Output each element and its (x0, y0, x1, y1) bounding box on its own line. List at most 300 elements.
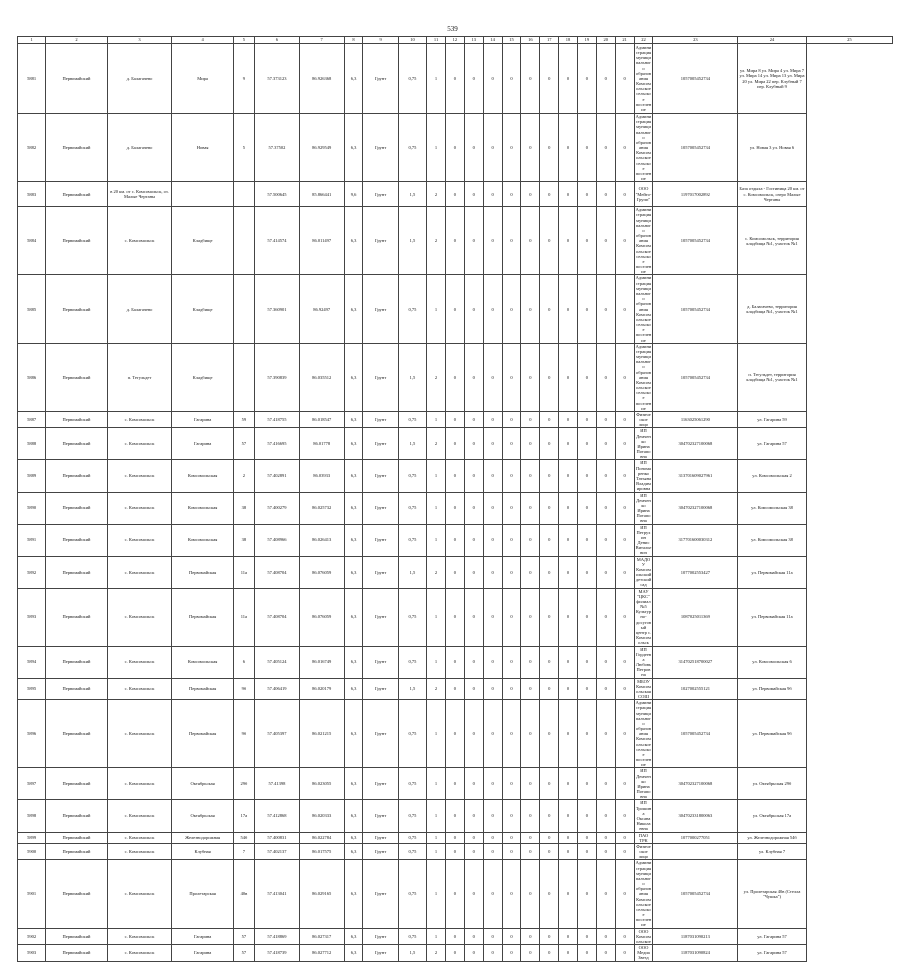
table-cell: 0 (521, 275, 540, 343)
table-row (18, 700, 893, 768)
table-cell: Гагарина (172, 411, 233, 428)
table-cell: 6,3 (344, 800, 363, 832)
table-cell: 0 (464, 800, 483, 832)
table-cell: 1 (427, 460, 446, 492)
column-header: 23 (653, 37, 738, 44)
table-cell: 0 (483, 832, 502, 843)
table-cell: 0 (559, 678, 578, 700)
table-row (18, 411, 893, 428)
table-cell: 0 (445, 800, 464, 832)
table-cell: 0 (615, 945, 634, 962)
table-cell: 86.023055 (299, 768, 344, 800)
table-cell: Грунт (363, 700, 398, 768)
table-cell: 57.373123 (254, 44, 299, 114)
table-cell: с. Комсомольск (107, 928, 172, 945)
table-cell: 1057005452734 (653, 44, 738, 114)
table-cell: 0 (502, 945, 521, 962)
table-cell: 57.416695 (254, 428, 299, 460)
table-cell: 6,3 (344, 768, 363, 800)
table-cell: 0 (615, 460, 634, 492)
table-cell: ул. Мира 8 ул. Мира 4 ул. Мира 7 ул. Мира 14 ул. Мира 13 ул. Мира 20 ул. Мира 22 пер. Клубный 7 пер. Клубный 9 (738, 44, 806, 114)
table-cell: ул. Октябрьская 29б (738, 768, 806, 800)
table-cell: 0 (521, 182, 540, 207)
table-cell: 5899 (18, 832, 46, 843)
table-cell: п. Тегульдет (107, 343, 172, 411)
table-cell: ООО "Мейто-Групп" (634, 182, 653, 207)
table-cell: Администрация муниципального образования Комсомольское сельское поселение (635, 860, 652, 928)
table-cell: 304702327100068 (653, 768, 738, 800)
table-cell: Грунт (363, 556, 398, 588)
table-cell: ПАО ТРК (634, 832, 653, 843)
table-cell: 0 (540, 428, 559, 460)
table-cell: 0,75 (398, 646, 426, 678)
table-cell: Первомайский (46, 343, 107, 411)
table-cell: 0 (596, 524, 615, 556)
table-cell: 2 (427, 556, 446, 588)
table-cell: 0 (615, 860, 634, 928)
table-cell: 57 (233, 928, 254, 945)
table-cell: 6,3 (344, 700, 363, 768)
table-cell: Грунт (363, 428, 398, 460)
table-cell: 0 (464, 678, 483, 700)
table-cell: ул. Железнодорожная 54б (738, 832, 806, 843)
table-cell: 6,3 (344, 646, 363, 678)
table-cell: 0 (559, 843, 578, 860)
table-cell: Грунт (363, 343, 398, 411)
table-cell: с. Комсомольск (107, 768, 172, 800)
table-cell: 86.011497 (299, 207, 344, 275)
table-cell: 0 (464, 768, 483, 800)
table-cell: 0 (559, 928, 578, 945)
table-cell: 0 (596, 44, 615, 114)
table-cell: 5 (233, 114, 254, 182)
table-cell: 0 (615, 768, 634, 800)
table-cell: 0 (559, 428, 578, 460)
table-row (18, 860, 893, 928)
table-cell: 0 (502, 460, 521, 492)
table-cell: 0 (445, 428, 464, 460)
table-cell: 0 (464, 207, 483, 275)
table-cell: 1 (427, 700, 446, 768)
table-cell (653, 843, 738, 860)
table-cell: Грунт (363, 114, 398, 182)
table-cell: Железнодорожная (172, 832, 233, 843)
table-cell: 0 (540, 556, 559, 588)
table-cell: 0 (540, 492, 559, 524)
table-cell: 57.418739 (254, 945, 299, 962)
table-cell: с. Комсомольск (107, 460, 172, 492)
table-cell: 0 (502, 114, 521, 182)
table-row (18, 182, 893, 207)
table-cell: ООО Комсомольское (634, 928, 653, 945)
column-header: 25 (806, 37, 892, 44)
column-header: 20 (596, 37, 615, 44)
table-cell: 0 (445, 768, 464, 800)
table-cell: 0 (577, 588, 596, 646)
table-cell: 0 (540, 275, 559, 343)
table-cell: 0 (445, 700, 464, 768)
table-cell: 0 (577, 646, 596, 678)
table-cell: 313701609027961 (653, 460, 738, 492)
table-row (18, 428, 893, 460)
table-cell: с. Комсомольск (107, 492, 172, 524)
table-cell: Первомайский (46, 928, 107, 945)
table-cell: 0 (502, 275, 521, 343)
table-cell: 0 (540, 928, 559, 945)
table-cell: 5890 (18, 492, 46, 524)
table-cell: 5901 (18, 860, 46, 928)
table-cell: 57.390839 (254, 343, 299, 411)
table-cell: Пролетарская (172, 860, 233, 928)
table-cell: 5884 (18, 207, 46, 275)
table-cell: ул. Комсомольская 38 (738, 524, 806, 556)
table-cell: Комсомольская (172, 524, 233, 556)
table-cell: 5892 (18, 556, 46, 588)
table-cell: 86.029165 (299, 860, 344, 928)
table-cell: 0 (577, 275, 596, 343)
table-cell: 57.418755 (254, 411, 299, 428)
table-cell: Гагарина (172, 428, 233, 460)
table-cell: 0 (521, 945, 540, 962)
table-cell: 0 (540, 700, 559, 768)
table-row (18, 492, 893, 524)
table-cell: 0 (540, 843, 559, 860)
table-cell: 0 (596, 182, 615, 207)
table-cell: 9 (233, 44, 254, 114)
table-cell: 0 (445, 945, 464, 962)
table-cell: 1197017002892 (653, 182, 738, 207)
table-cell: Грунт (363, 524, 398, 556)
table-cell: 86.020333 (299, 800, 344, 832)
table-cell: Первомайский (46, 182, 107, 207)
table-row (18, 556, 893, 588)
column-header: 9 (363, 37, 398, 44)
table-cell: 1 (427, 411, 446, 428)
table-cell: 57.37502 (254, 114, 299, 182)
table-cell: 1 (427, 588, 446, 646)
table-cell: 6,3 (344, 843, 363, 860)
column-header: 10 (398, 37, 426, 44)
table-cell: д. Балагачево (107, 44, 172, 114)
table-cell: 0 (596, 800, 615, 832)
table-cell: 86.018547 (299, 411, 344, 428)
table-cell: ООО Медиа Звезд (634, 945, 653, 962)
table-cell: 0 (483, 800, 502, 832)
table-cell: 0 (464, 700, 483, 768)
table-cell: Физическое лицо (634, 411, 653, 428)
table-cell: 0 (615, 44, 634, 114)
table-cell: 0 (577, 182, 596, 207)
table-cell: 1,5 (398, 556, 426, 588)
table-cell: ул. Гагарина 57 (738, 945, 806, 962)
table-cell: 0 (502, 700, 521, 768)
table-cell: 38 (233, 492, 254, 524)
table-cell: 0 (596, 678, 615, 700)
table-cell: Первомайский (46, 275, 107, 343)
table-cell: 0 (445, 411, 464, 428)
table-row (18, 678, 893, 700)
table-cell: Первомайский (46, 44, 107, 114)
table-cell: 0 (521, 860, 540, 928)
table-cell: 29б (233, 768, 254, 800)
table-cell: 0 (464, 860, 483, 928)
table-cell: 0 (577, 768, 596, 800)
table-cell: 0 (577, 800, 596, 832)
table-cell: 2 (427, 343, 446, 411)
table-cell: 0 (521, 843, 540, 860)
table-row (18, 945, 893, 962)
table-cell: 0 (559, 768, 578, 800)
table-cell: 0 (464, 945, 483, 962)
table-cell: 2 (427, 182, 446, 207)
table-cell: База отдыха - Гостиница 20 км. от с. Комсомольск, озеро Малые Чертаны (738, 182, 806, 207)
table-cell: 0 (483, 460, 502, 492)
table-cell: 0 (483, 556, 502, 588)
page-number: 539 (447, 25, 458, 33)
table-cell: 0,75 (398, 800, 426, 832)
table-cell: 1 (427, 928, 446, 945)
table-cell: Октябрьская (172, 800, 233, 832)
table-cell: 5898 (18, 800, 46, 832)
table-cell: с. Комсомольск (107, 524, 172, 556)
column-header: 8 (344, 37, 363, 44)
table-cell: 57.418869 (254, 928, 299, 945)
table-cell: 0 (596, 843, 615, 860)
table-cell: ИП Демченко Ирина Потаповна (634, 492, 653, 524)
table-cell: 0 (464, 411, 483, 428)
table-row (18, 843, 893, 860)
table-row (18, 275, 893, 343)
table-cell: 0 (596, 556, 615, 588)
column-header: 4 (172, 37, 233, 44)
table-cell: 0 (615, 832, 634, 843)
table-cell: 0,75 (398, 114, 426, 182)
table-cell: 1077002553427 (653, 556, 738, 588)
table-cell: Комсомольская (172, 492, 233, 524)
table-cell: 6,3 (344, 860, 363, 928)
table-cell: 0 (502, 800, 521, 832)
table-cell: 0 (521, 411, 540, 428)
table-cell: 1163025061290 (653, 411, 738, 428)
table-cell: 0 (615, 114, 634, 182)
table-cell: 0 (559, 343, 578, 411)
table-cell: 0 (540, 646, 559, 678)
table-cell: 0 (559, 832, 578, 843)
table-cell: 17а (233, 800, 254, 832)
table-cell: ул. Октябрьская 17а (738, 800, 806, 832)
table-cell: 2 (427, 678, 446, 700)
table-cell: 5893 (18, 588, 46, 646)
table-cell: Кладбище (172, 275, 233, 343)
table-cell: 5886 (18, 343, 46, 411)
table-cell: ул. Гагарина 57 (738, 928, 806, 945)
table-cell: 0 (502, 492, 521, 524)
table-cell: 57.400279 (254, 492, 299, 524)
table-cell: 0 (596, 646, 615, 678)
table-cell: 5888 (18, 428, 46, 460)
table-cell: 0 (502, 207, 521, 275)
table-cell: 0 (521, 524, 540, 556)
column-header: 6 (254, 37, 299, 44)
table-cell: 0,75 (398, 700, 426, 768)
table-cell: 6,3 (344, 114, 363, 182)
table-cell: 0 (483, 114, 502, 182)
table-cell: 0 (464, 343, 483, 411)
table-cell: 0 (615, 843, 634, 860)
table-cell: ИП Демченко Ирина Потаповна (634, 428, 653, 460)
table-cell: 86.025732 (299, 492, 344, 524)
table-cell: Первомайский (46, 411, 107, 428)
table-cell: ул. Первомайская 9б (738, 700, 806, 768)
table-cell: Грунт (363, 588, 398, 646)
table-cell: МАДОУ Комсомольский детский сад (635, 556, 652, 588)
table-row (18, 460, 893, 492)
table-row (18, 524, 893, 556)
table-cell: 0 (464, 843, 483, 860)
table-cell: 0,75 (398, 492, 426, 524)
table-cell: в 20 км. от с. Комсомольск, оз. Малые Чертаны (107, 182, 172, 207)
table-cell: 86.076059 (299, 588, 344, 646)
table-cell: Грунт (363, 182, 398, 207)
table-cell: Грунт (363, 275, 398, 343)
table-cell: 0 (540, 678, 559, 700)
table-cell: 0 (577, 945, 596, 962)
table-cell: 9,6 (344, 182, 363, 207)
table-row (18, 646, 893, 678)
table-cell: Первомайский (46, 860, 107, 928)
table-cell: 86.03933 (299, 460, 344, 492)
table-cell: 0 (521, 428, 540, 460)
table-cell: 0 (540, 207, 559, 275)
table-cell: 57.406419 (254, 678, 299, 700)
column-header: 18 (559, 37, 578, 44)
table-cell: МБОУ Комсомольская СОШ (634, 678, 653, 700)
table-cell: с. Комсомольск (107, 411, 172, 428)
table-cell: 1,5 (398, 182, 426, 207)
table-cell: 0 (464, 114, 483, 182)
column-header: 13 (464, 37, 483, 44)
table-cell: Администрация муниципального образования Комсомольское сельское поселение (635, 275, 652, 343)
table-cell: 6,3 (344, 428, 363, 460)
table-cell: 1,5 (398, 945, 426, 962)
column-header: 19 (577, 37, 596, 44)
table-cell: 1 (427, 843, 446, 860)
table-cell: Грунт (363, 460, 398, 492)
table-row (18, 768, 893, 800)
table-cell: 0 (559, 492, 578, 524)
table-row (18, 114, 893, 182)
table-cell: 0 (502, 556, 521, 588)
table-cell: 11а (233, 588, 254, 646)
table-cell: 6 (233, 646, 254, 678)
table-cell: Физическое лицо (634, 843, 653, 860)
table-cell: Первомайский (46, 832, 107, 843)
table-cell: ул. Комсомольская 2 (738, 460, 806, 492)
table-cell: 0 (577, 44, 596, 114)
table-cell: 0 (483, 411, 502, 428)
table-cell: 6,3 (344, 411, 363, 428)
table-cell: 0 (483, 843, 502, 860)
table-cell: 1 (427, 646, 446, 678)
table-cell: ИП Гордеева Любовь Петровна (635, 646, 652, 678)
table-cell: 0 (615, 588, 634, 646)
table-cell: 0 (615, 646, 634, 678)
column-header: 22 (634, 37, 653, 44)
table-cell: 57.405124 (254, 646, 299, 678)
table-row (18, 343, 893, 411)
table-cell (233, 207, 254, 275)
table-cell: 86.035512 (299, 343, 344, 411)
table-cell: Администрация муниципального образования Комсомольское сельское поселение (635, 207, 652, 275)
table-cell: 0 (483, 700, 502, 768)
table-cell: Клубная (172, 843, 233, 860)
table-cell: 86.929549 (299, 114, 344, 182)
table-cell: Первомайская (172, 556, 233, 588)
table-cell: 0,75 (398, 860, 426, 928)
table-cell: Грунт (363, 646, 398, 678)
table-cell: 0 (445, 492, 464, 524)
table-cell: 0 (521, 492, 540, 524)
table-cell: 0 (559, 114, 578, 182)
table-cell: 0 (464, 428, 483, 460)
table-cell: 0,75 (398, 524, 426, 556)
table-cell: Первомайский (46, 460, 107, 492)
table-cell: 5891 (18, 524, 46, 556)
column-header: 11 (427, 37, 446, 44)
table-cell: Первомайский (46, 945, 107, 962)
table-cell: 0 (445, 678, 464, 700)
column-header: 12 (445, 37, 464, 44)
table-row (18, 207, 893, 275)
table-cell: 0 (464, 492, 483, 524)
table-cell: 0 (502, 860, 521, 928)
table-cell: 0 (540, 768, 559, 800)
table-cell: 6,3 (344, 832, 363, 843)
table-cell: 0 (615, 275, 634, 343)
table-cell: Первомайская (172, 678, 233, 700)
table-cell: 1 (427, 492, 446, 524)
table-cell: 0 (596, 588, 615, 646)
table-cell: 0 (615, 700, 634, 768)
table-cell: 304702327100068 (653, 492, 738, 524)
table-cell: 5882 (18, 114, 46, 182)
column-header: 7 (299, 37, 344, 44)
table-cell: ул. Новая 3 ул. Новая 6 (738, 114, 806, 182)
table-cell: 0 (445, 524, 464, 556)
table-cell: 0 (596, 460, 615, 492)
table-cell: 0 (596, 428, 615, 460)
table-cell: 1187031090824 (653, 945, 738, 962)
table-cell: Первомайский (46, 524, 107, 556)
table-cell: 0 (615, 800, 634, 832)
table-cell: 0 (445, 114, 464, 182)
table-cell: 0 (483, 646, 502, 678)
table-cell: 0 (577, 411, 596, 428)
table-cell: 0 (559, 860, 578, 928)
table-cell: 6,3 (344, 44, 363, 114)
table-cell: Первомайский (46, 207, 107, 275)
table-cell: Новая (172, 114, 233, 182)
table-cell: д. Балагачево (107, 275, 172, 343)
table-cell: 86.027317 (299, 928, 344, 945)
table-cell: 0 (577, 343, 596, 411)
table-cell: 0 (502, 928, 521, 945)
table-cell: 0 (577, 460, 596, 492)
table-cell: Грунт (363, 800, 398, 832)
table-cell: 0 (483, 428, 502, 460)
table-cell: 0 (464, 182, 483, 207)
table-cell: 86.076059 (299, 556, 344, 588)
